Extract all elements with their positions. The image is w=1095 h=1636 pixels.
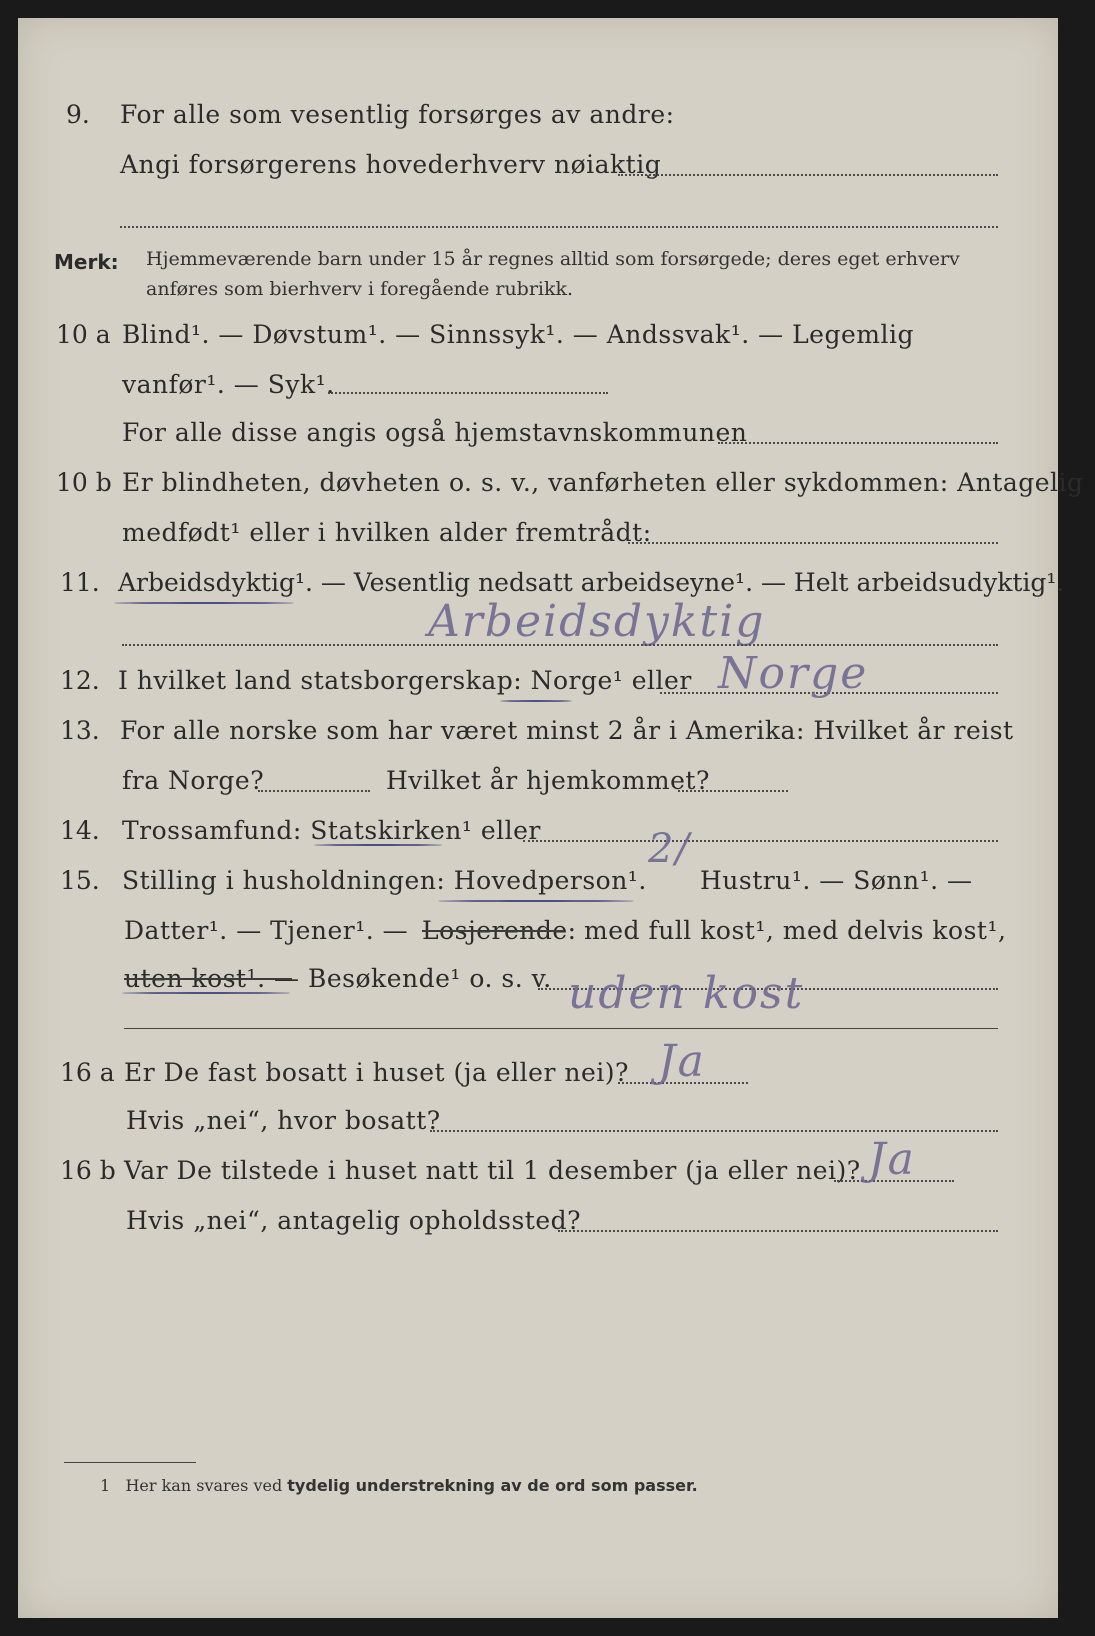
q10b-text-line2: medfødt¹ eller i hvilken alder fremtrådt: (122, 518, 652, 547)
census-form-page (18, 18, 1084, 1618)
q14-underline-mark (314, 844, 442, 846)
q15-handwritten-answer: uden kost (568, 968, 805, 1019)
q16b-handwritten-answer: Ja (868, 1134, 916, 1185)
q10a-text-line3: For alle disse angis også hjemstavnskommunen (122, 418, 748, 447)
q15-text-line1b: Hustru¹. — Sønn¹. — (700, 866, 973, 895)
merk-text-line1: Hjemmeværende barn under 15 år regnes alltid som forsørgede; deres eget erhverv (146, 248, 960, 270)
q14-number: 14. (60, 816, 100, 845)
q15-number: 15. (60, 866, 100, 895)
q9-text-line2: Angi forsørgerens hovederhverv nøiaktig (120, 150, 662, 179)
q13-number: 13. (60, 716, 100, 745)
q10b-answer-field[interactable] (628, 542, 998, 544)
q14-answer-field[interactable] (523, 840, 998, 842)
q12-number: 12. (60, 666, 100, 695)
q15-underline-uten-kost (122, 992, 290, 994)
q10b-text-line1: Er blindheten, døvheten o. s. v., vanførheten eller sykdommen: Antagelig (122, 468, 1084, 497)
merk-text-line2: anføres som bierhverv i foregående rubrikk. (146, 278, 574, 300)
footnote-text (100, 1476, 698, 1495)
q15-text-line3b: Besøkende¹ o. s. v. (308, 964, 552, 993)
q16b-text-line1: Var De tilstede i huset natt til 1 desember (ja eller nei)? (124, 1156, 861, 1185)
q13-text-line2b: Hvilket år hjemkommet? (386, 766, 710, 795)
q13-text-line1: For alle norske som har været minst 2 år i Amerika: Hvilket år reist (120, 716, 1014, 745)
footnote-mark: 1 (100, 1476, 111, 1495)
q13-reist-field[interactable] (258, 790, 370, 792)
q11-number: 11. (60, 568, 100, 597)
q15-strike-uten-kost (124, 978, 292, 980)
q16b-opholdssted-field[interactable] (558, 1230, 998, 1232)
q10a-number: 10 a (56, 320, 111, 349)
footnote-separator (64, 1462, 196, 1463)
q13-hjemkommet-field[interactable] (678, 790, 788, 792)
q10b-number: 10 b (56, 468, 112, 497)
q15-text-line2c: med full kost¹, med delvis kost¹, (584, 916, 1007, 945)
q10a-text-line2: vanfør¹. — Syk¹. (122, 370, 335, 399)
q14-text-line1: Trossamfund: Statskirken¹ eller (122, 816, 541, 845)
q10a-answer-field[interactable] (328, 392, 608, 394)
q11-text-line1: Arbeidsdyktig¹. — Vesentlig nedsatt arbeidseyne¹. — Helt arbeidsudyktig¹. (118, 568, 1065, 597)
footnote-text-a: Her kan svares ved (125, 1476, 283, 1495)
q12-text-line1: I hvilket land statsborgerskap: Norge¹ eller (118, 666, 692, 695)
q15-underline-mark (438, 900, 634, 902)
q11-handwritten-answer: Arbeidsdyktig (428, 596, 766, 647)
q15-text-line2a: Datter¹. — Tjener¹. — (124, 916, 409, 945)
footnote-text-b: tydelig understrekning av de ord som passer. (287, 1476, 698, 1495)
q15-text-line3a: uten kost¹. — (124, 964, 300, 993)
q13-text-line2a: fra Norge? (122, 766, 265, 795)
q15-strike-losjerende (422, 930, 564, 932)
q15-text-line2b: Losjerende: (422, 916, 577, 945)
q10a-hjemstavn-field[interactable] (718, 442, 998, 444)
q16a-handwritten-answer: Ja (658, 1036, 706, 1087)
q9-number: 9. (66, 100, 90, 129)
q10a-text-line1: Blind¹. — Døvstum¹. — Sinnssyk¹. — Andssvak¹. — Legemlig (122, 320, 914, 349)
q9-text-line1: For alle som vesentlig forsørges av andre: (120, 100, 675, 129)
q9-answer-field-2[interactable] (120, 226, 998, 228)
q15-text-line1a: Stilling i husholdningen: Hovedperson¹. (122, 866, 647, 895)
q11-underline-mark (114, 602, 294, 604)
q16a-bosatt-field[interactable] (430, 1130, 998, 1132)
q16a-text-line1: Er De fast bosatt i huset (ja eller nei)? (124, 1058, 629, 1087)
q12-underline-mark (500, 700, 572, 702)
q15-answer-line (124, 1028, 998, 1029)
q16a-text-line2: Hvis „nei“, hvor bosatt? (126, 1106, 441, 1135)
q9-answer-field[interactable] (618, 174, 998, 176)
q11-answer-field[interactable] (122, 644, 998, 646)
q16b-text-line2: Hvis „nei“, antagelig opholdssted? (126, 1206, 582, 1235)
merk-label: Merk: (54, 250, 119, 274)
q15-handwritten-mark: 2/ (648, 826, 691, 872)
q16a-number: 16 a (60, 1058, 115, 1087)
q12-handwritten-answer: Norge (718, 648, 869, 699)
q16b-number: 16 b (60, 1156, 116, 1185)
